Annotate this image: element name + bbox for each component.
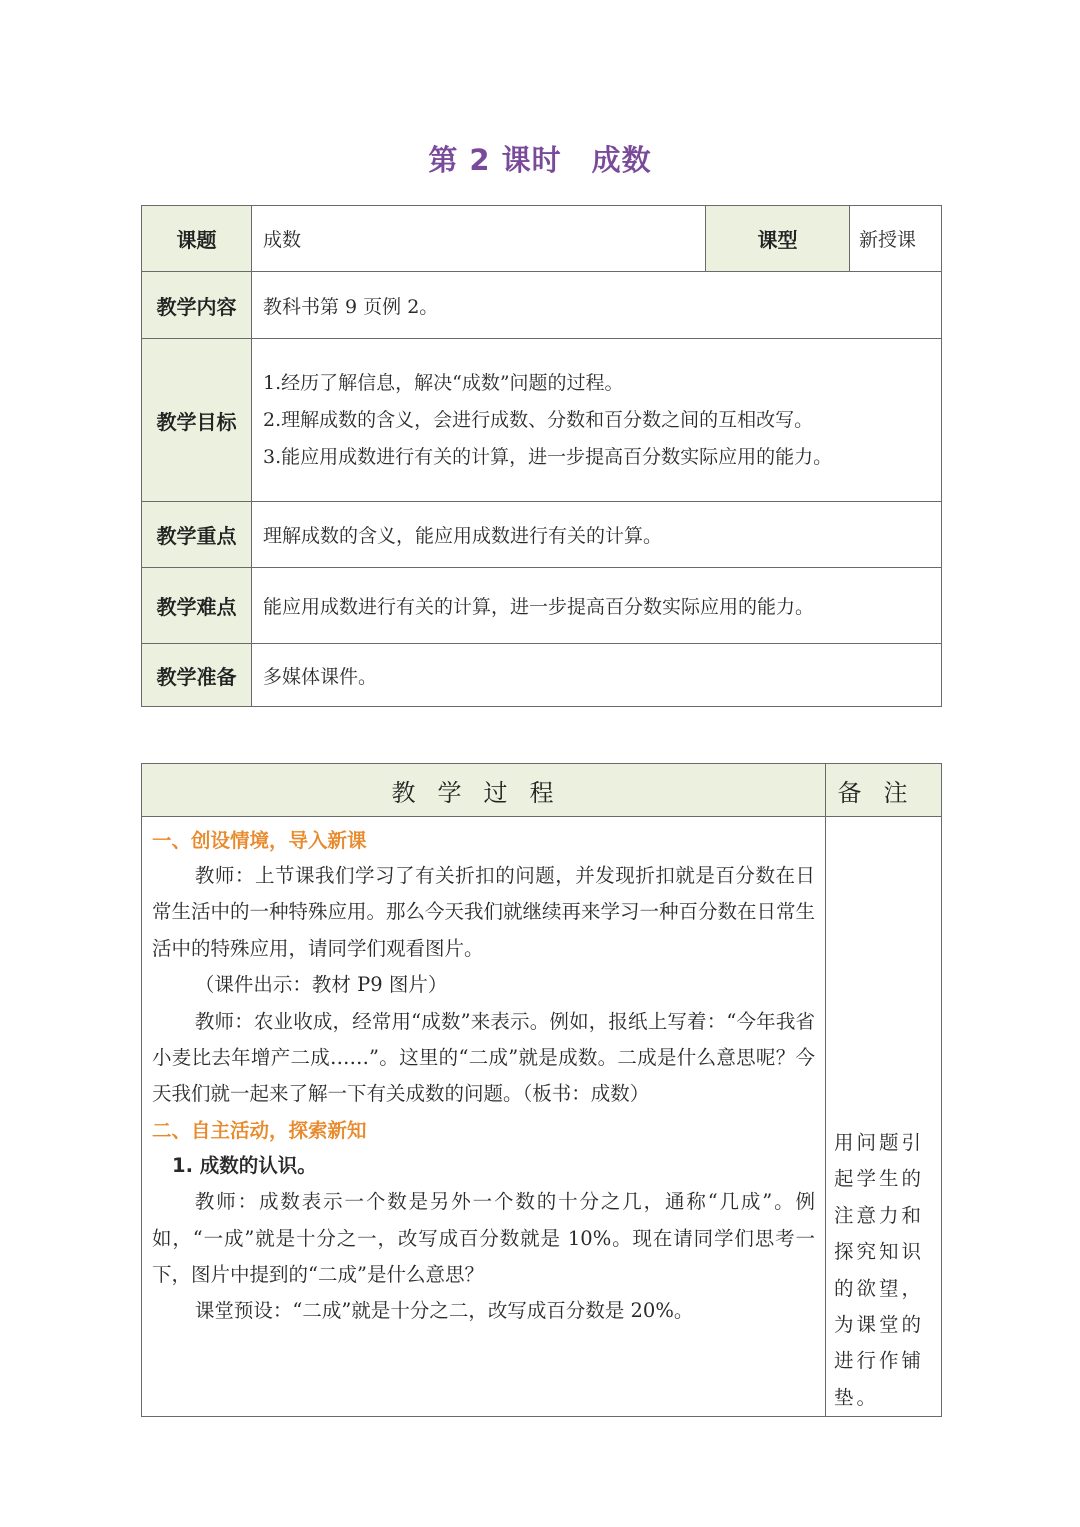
section-title: 一、创设情境，导入新课 <box>152 829 367 852</box>
note-text: 用问题引起学生的注意力和探究知识的欲望，为课堂的进行作铺垫。 <box>834 1131 925 1409</box>
content-label: 教学内容 <box>142 272 252 339</box>
paragraph: 教师：农业收成，经常用“成数”来表示。例如，报纸上写着：“今年我省小麦比去年增产二成……”。这里的“二成”就是成数。二成是什么意思呢？今天我们就一起来了解一下有关成数的问题。（板书：成数） <box>152 1009 815 1106</box>
notes-cell <box>826 817 942 1417</box>
topic-label: 课题 <box>142 206 252 272</box>
goals-list <box>252 339 942 502</box>
goal-item: 1.经历了解信息，解决“成数”问题的过程。 <box>263 371 624 394</box>
content-value: 教科书第 9 页例 2。 <box>252 272 942 339</box>
key-points-value: 理解成数的含义，能应用成数进行有关的计算。 <box>252 502 942 568</box>
goals-label: 教学目标 <box>142 339 252 502</box>
paragraph: （课件出示：教材 P9 图片） <box>194 973 448 997</box>
lesson-type-label: 课型 <box>706 206 850 272</box>
goal-item: 2.理解成数的含义，会进行成数、分数和百分数之间的互相改写。 <box>263 408 814 431</box>
goal-item: 3.能应用成数进行有关的计算，进一步提高百分数实际应用的能力。 <box>263 445 833 468</box>
lesson-type-value: 新授课 <box>850 206 942 272</box>
paragraph: 教师：成数表示一个数是另外一个数的十分之几，通称“几成”。例如，“一成”就是十分之一，改写成百分数就是 10%。现在请同学们思考一下，图片中提到的“二成”是什么意思？ <box>152 1190 815 1287</box>
difficulties-label: 教学难点 <box>142 568 252 644</box>
notes-header <box>826 764 942 817</box>
topic-value: 成数 <box>252 206 706 272</box>
preparation-value: 多媒体课件。 <box>252 644 942 707</box>
teaching-process-table <box>141 763 942 1417</box>
paragraph: 课堂预设：“二成”就是十分之二，改写成百分数是 20%。 <box>194 1299 694 1323</box>
key-points-label: 教学重点 <box>142 502 252 568</box>
paragraph: 教师：上节课我们学习了有关折扣的问题，并发现折扣就是百分数在日常生活中的一种特殊应用。那么今天我们就继续再来学习一种百分数在日常生活中的特殊应用，请同学们观看图片。 <box>152 864 816 960</box>
difficulties-value: 能应用成数进行有关的计算，进一步提高百分数实际应用的能力。 <box>252 568 942 644</box>
notes-header-text: 备注 <box>837 778 930 807</box>
process-header <box>142 764 826 817</box>
process-body <box>142 817 826 1417</box>
subsection-title: 1. 成数的认识。 <box>172 1153 317 1177</box>
page-title: 第 2 课时 成数 <box>428 143 652 177</box>
lesson-info-table <box>141 205 942 707</box>
preparation-label: 教学准备 <box>142 644 252 707</box>
process-header-text: 教学过程 <box>391 778 576 807</box>
section-title: 二、自主活动，探索新知 <box>152 1118 367 1142</box>
